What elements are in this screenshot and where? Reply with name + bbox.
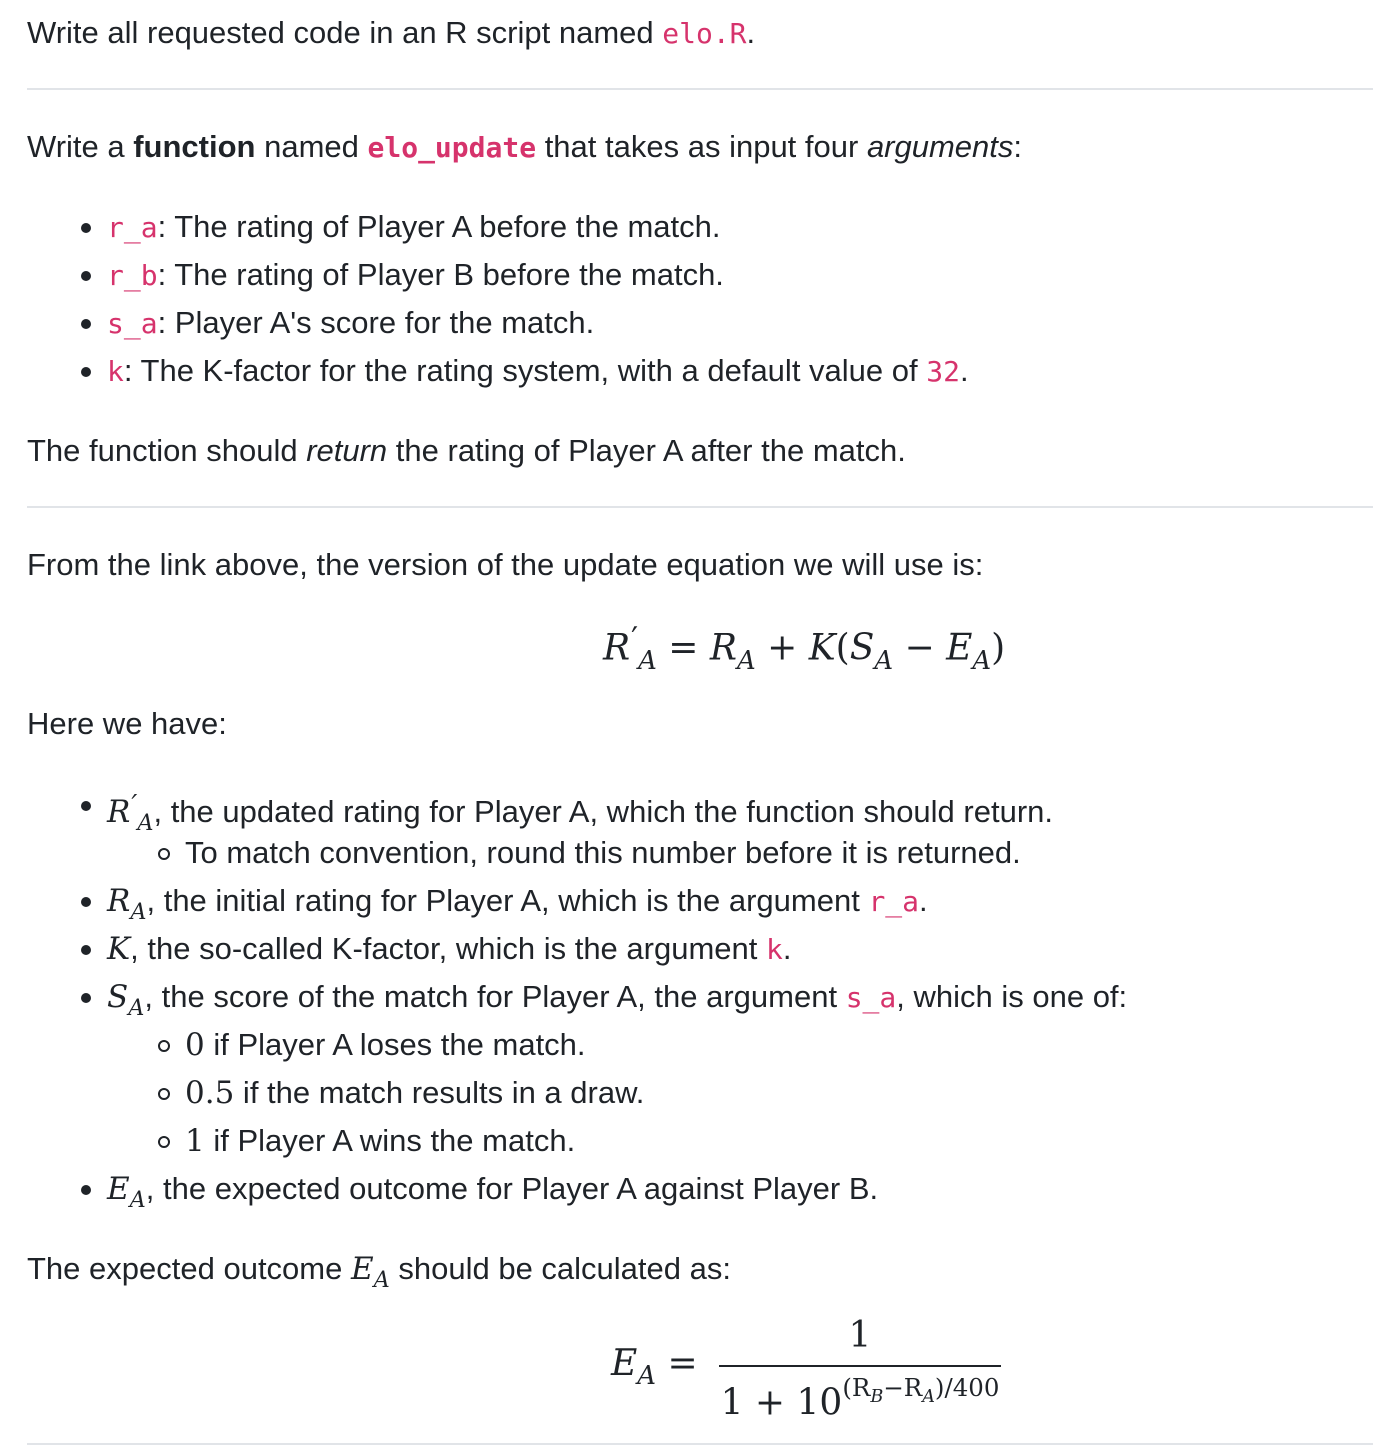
divider-1 xyxy=(27,88,1373,90)
r-prime-text: the updated rating for Player A, which the function should return. xyxy=(170,794,1054,830)
return-text-1: The function should xyxy=(27,433,307,468)
expected-text-2: should be calculated as: xyxy=(389,1251,731,1286)
exp-1: (R xyxy=(842,1373,871,1402)
k-text: the so-called K-factor, which is the argument xyxy=(147,931,766,966)
r-prime-sub-text: To match convention, round this number before it is returned. xyxy=(185,835,1021,870)
equation-intro: From the link above, the version of the update equation we will use is: xyxy=(27,547,984,582)
s-option-value: 1 xyxy=(185,1123,205,1159)
s-a-text: the score of the match for Player A, the argument xyxy=(161,979,846,1014)
arg-end: . xyxy=(959,353,969,388)
s-a-code: s_a xyxy=(845,981,897,1014)
divider-2 xyxy=(27,506,1373,508)
arg-desc: : The K-factor for the rating system, with a default value of xyxy=(123,353,927,388)
function-paragraph xyxy=(27,127,1022,168)
fraction-denominator: $1 + 10^{(R_B-R_A)/400}$ xyxy=(720,1373,1000,1424)
s-option-draw xyxy=(185,1073,644,1113)
expected-fraction xyxy=(719,1315,1001,1424)
k-code: k xyxy=(765,933,783,966)
arg-code: k xyxy=(107,355,124,388)
divider-3 xyxy=(27,1443,1373,1445)
fraction-bar xyxy=(719,1365,1001,1367)
exp-2: −R xyxy=(883,1373,923,1402)
expected-text-1: The expected outcome xyxy=(27,1251,351,1286)
fn-text-2: named xyxy=(255,129,368,164)
fn-colon: : xyxy=(1013,129,1023,164)
arg-code: s_a xyxy=(107,307,158,340)
s-option-value: 0.5 xyxy=(185,1075,235,1111)
r-prime-math: $R'_A$ xyxy=(107,790,154,837)
e-a-inline-math: $E_A$ xyxy=(350,1251,390,1293)
e-a-math: $E_A$ xyxy=(107,1171,146,1213)
expected-equation-lhs: $E_A$ = xyxy=(611,1343,698,1392)
r-a-math: $R_A$ xyxy=(107,883,147,925)
arg-item-r-a xyxy=(107,207,721,248)
fn-text-3: that takes as input four xyxy=(536,129,867,164)
s-a-math: $S_A$ xyxy=(107,979,145,1021)
item-k: K, the so-called K-factor, which is the argument k. xyxy=(107,929,791,970)
arg-item-r-b xyxy=(107,255,724,296)
r-a-text: the initial rating for Player A, which is the argument xyxy=(163,883,869,918)
fn-text-1: Write a xyxy=(27,129,134,164)
arg-desc: : Player A's score for the match. xyxy=(157,305,595,340)
intro-paragraph xyxy=(27,13,755,54)
s-option-lose xyxy=(185,1025,586,1065)
item-s-a: $S_A$, the score of the match for Player A, the argument s_a, which is one of: xyxy=(107,977,1127,1028)
item-r-prime-sub xyxy=(185,833,1021,873)
r-a-code: r_a xyxy=(868,885,920,918)
filename-code: elo.R xyxy=(662,17,747,50)
s-option-win xyxy=(185,1121,575,1161)
arg-desc: : The rating of Player B before the match. xyxy=(157,257,724,292)
function-word: function xyxy=(133,129,256,164)
arg-code: r_b xyxy=(107,259,158,292)
arguments-word: arguments xyxy=(866,129,1014,164)
intro-end: . xyxy=(746,15,756,50)
arg-item-k xyxy=(107,351,969,392)
function-name-code: elo_update xyxy=(367,131,537,164)
expected-paragraph xyxy=(27,1249,731,1300)
arg-code: r_a xyxy=(107,211,158,244)
den-base: 1 + 10 xyxy=(720,1382,843,1424)
here-we-have: Here we have: xyxy=(27,706,227,741)
default-value-code: 32 xyxy=(926,355,960,388)
s-option-text: if Player A wins the match. xyxy=(204,1123,576,1158)
item-r-a: $R_A$, the initial rating for Player A, which is the argument r_a. xyxy=(107,881,928,932)
e-a-text: the expected outcome for Player A against Player B. xyxy=(163,1171,879,1206)
return-text-2: the rating of Player A after the match. xyxy=(387,433,906,468)
update-equation: $R'_A = R_A + K(S_A - E_A)$ xyxy=(603,622,1006,676)
s-a-post: , which is one of: xyxy=(896,979,1128,1014)
s-option-text: if Player A loses the match. xyxy=(204,1027,586,1062)
fraction-numerator: 1 xyxy=(848,1315,872,1356)
intro-text: Write all requested code in an R script named xyxy=(27,15,663,50)
s-option-text: if the match results in a draw. xyxy=(234,1075,645,1110)
return-paragraph xyxy=(27,431,906,471)
item-r-prime: $R'_A$, the updated rating for Player A, which the function should return. xyxy=(107,785,1053,843)
arg-item-s-a xyxy=(107,303,594,344)
k-math: K xyxy=(107,931,131,967)
s-option-value: 0 xyxy=(185,1027,205,1063)
exp-3: )/400 xyxy=(934,1373,1000,1402)
return-word: return xyxy=(306,433,388,468)
item-e-a: $E_A$, the expected outcome for Player A against Player B. xyxy=(107,1169,878,1220)
arg-desc: : The rating of Player A before the match. xyxy=(157,209,721,244)
